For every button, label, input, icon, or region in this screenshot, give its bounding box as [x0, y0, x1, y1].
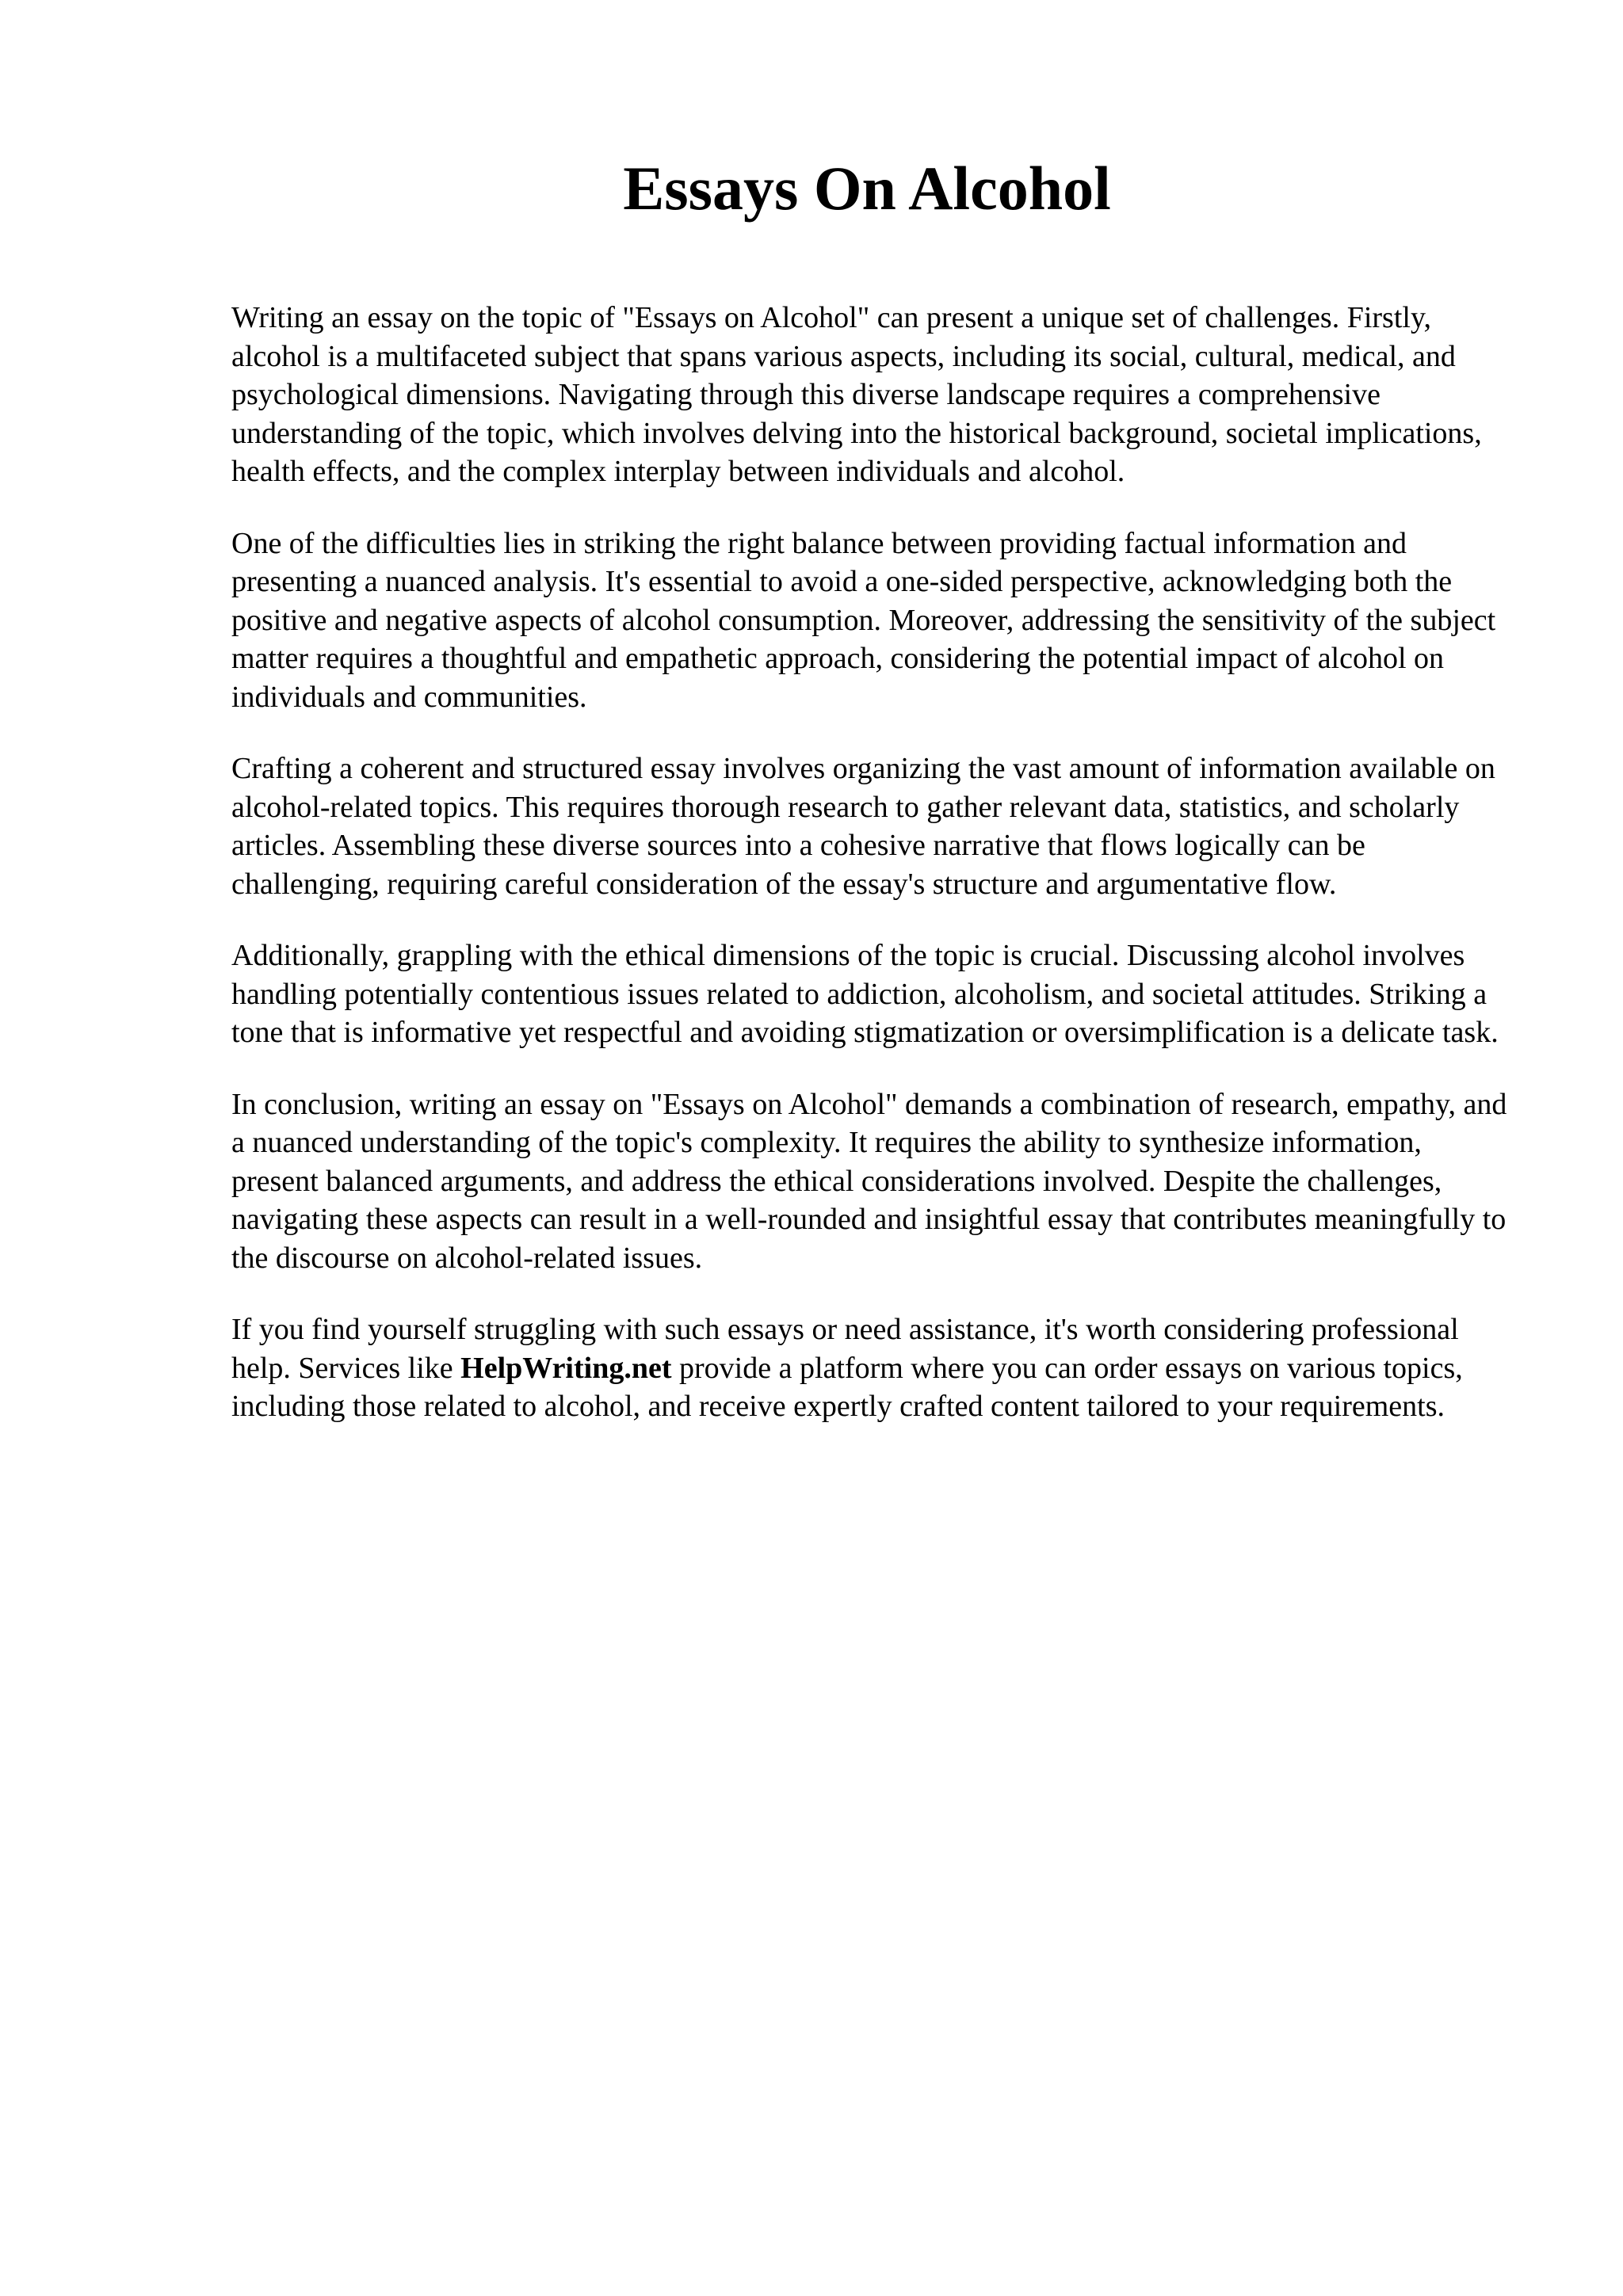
paragraph-conclusion: In conclusion, writing an essay on "Essays on Alcohol" demands a combination of research, empathy, and a nuanced understanding of the topic's complexity. It requires the ability to synthesize information, present balanced arguments, and address the ethical considerations involved. Despite the challenges, navigating these aspects can result in a well-rounded and insightful essay that contributes meaningfully to the discourse on alcohol-related issues.: [231, 1087, 1507, 1275]
essay-body: [231, 299, 1515, 1459]
closing-text-after: provide a platform where you can order essays on various topics, including those related to alcohol, and receive expertly crafted content tailored to your requirements.: [231, 1351, 1463, 1423]
paragraph-structure: Crafting a coherent and structured essay involves organizing the vast amount of information available on alcohol-related topics. This requires thorough research to gather relevant data, statistics, and scholarly articles. Assembling these diverse sources into a cohesive narrative that flows logically can be challenging, requiring careful consideration of the essay's structure and argumentative flow.: [231, 752, 1495, 901]
paragraph-ethics: Additionally, grappling with the ethical dimensions of the topic is crucial. Discussing alcohol involves handling potentially contentious issues related to addiction, alcoholism, and societal attitudes. Striking a tone that is informative yet respectful and avoiding stigmatization or oversimplification is a delicate task.: [231, 939, 1499, 1049]
paragraph-balance: One of the difficulties lies in striking the right balance between providing factual information and presenting a nuanced analysis. It's essential to avoid a one-sided perspective, acknowledging both the positive and negative aspects of alcohol consumption. Moreover, addressing the sensitivity of the subject matter requires a thoughtful and empathetic approach, considering the potential impact of alcohol on individuals and communities.: [231, 526, 1496, 714]
brand-name: HelpWriting.net: [460, 1351, 672, 1385]
paragraph-closing: [231, 1310, 1515, 1426]
paragraph-intro: Writing an essay on the topic of "Essays on Alcohol" can present a unique set of challenges. Firstly, alcohol is a multifaceted subject that spans various aspects, including its social, cultural, medical, and psychological dimensions. Navigating through this diverse landscape requires a comprehensive understanding of the topic, which involves delving into the historical background, societal implications, health effects, and the complex interplay between individuals and alcohol.: [231, 301, 1482, 488]
page-title: Essays On Alcohol: [623, 154, 1111, 223]
closing-text-before: If you find yourself struggling with such essays or need assistance, it's worth considering professional help. Services like: [231, 1313, 1459, 1385]
